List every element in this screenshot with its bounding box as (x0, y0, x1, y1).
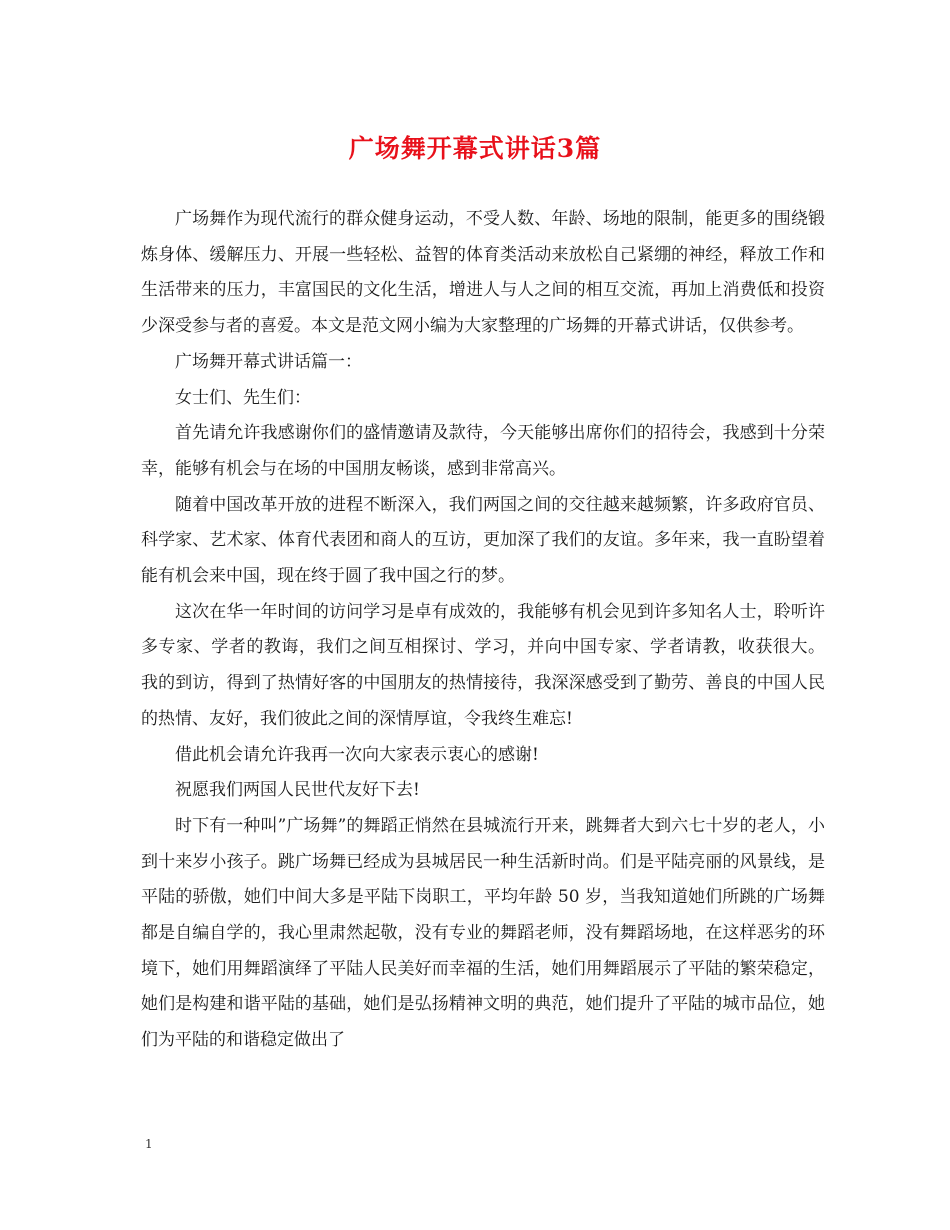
page-number: 1 (145, 1137, 153, 1151)
document-body (141, 202, 825, 1059)
paragraph: 祝愿我们两国人民世代友好下去! (175, 780, 420, 801)
paragraph: 时下有一种叫”广场舞”的舞蹈正悄然在县城流行开来，跳舞者大到六七十岁的老人，小到十来岁小孩子。跳广场舞已经成为县城居民一种生活新时尚。们是平陆亮丽的风景线，是平陆的骄傲，她们中间大多是平陆下岗职工，平均年龄 50 岁，当我知道她们所跳的广场舞都是自编自学的，我心里肃然起敬，没有专业的舞蹈老师，没有舞蹈场地，在这样恶劣的环境下，她们用舞蹈演绎了平陆人民美好而幸福的生活，她们用舞蹈展示了平陆的繁荣稳定，她们是构建和谐平陆的基础，她们是弘扬精神文明的典范，她们提升了平陆的城市品位，她们为平陆的和谐稳定做出了 (141, 815, 825, 1051)
paragraph: 随着中国改革开放的进程不断深入，我们两国之间的交往越来越频繁，许多政府官员、科学家、艺术家、体育代表团和商人的互访，更加深了我们的友谊。多年来，我一直盼望着能有机会来中国，现在终于圆了我中国之行的梦。 (141, 494, 825, 587)
paragraph: 首先请允许我感谢你们的盛情邀请及款待，今天能够出席你们的招待会，我感到十分荣幸，能够有机会与在场的中国朋友畅谈，感到非常高兴。 (141, 423, 825, 479)
paragraph: 这次在华一年时间的访问学习是卓有成效的，我能够有机会见到许多知名人士，聆听许多专家、学者的教诲，我们之间互相探讨、学习，并向中国专家、学者请教，收获很大。 我的到访，得到了热情好客的中国朋友的热情接待，我深深感受到了勤劳、善良的中国人民的热情、友好，我们彼此之间的深情厚谊，令我终生难忘! (141, 601, 825, 729)
paragraph-intro: 广场舞作为现代流行的群众健身运动，不受人数、年龄、场地的限制，能更多的围绕锻炼身体、缓解压力、开展一些轻松、益智的体育类活动来放松自己紧绷的神经，释放工作和生活带来的压力，丰富国民的文化生活，增进人与人之间的相互交流，再加上消费低和投资少深受参与者的喜爱。本文是范文网小编为大家整理的广场舞的开幕式讲话，仅供参考。 (141, 209, 825, 337)
document-title: 广场舞开幕式讲话3篇 (348, 134, 602, 163)
paragraph: 借此机会请允许我再一次向大家表示衷心的感谢! (175, 744, 539, 765)
paragraph-section-heading: 广场舞开幕式讲话篇一： (175, 351, 362, 372)
paragraph-salutation: 女士们、先生们： (175, 387, 311, 408)
